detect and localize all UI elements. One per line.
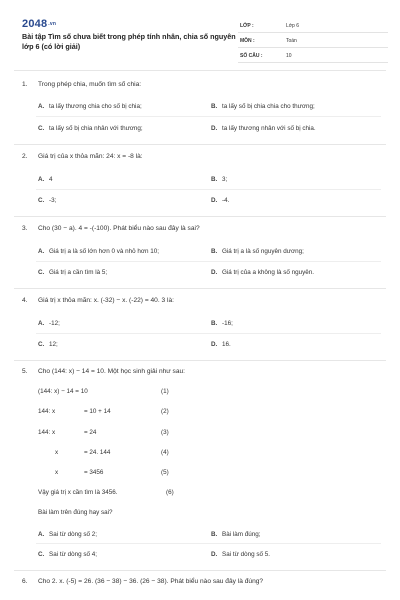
solution-step: (1) bbox=[161, 388, 169, 395]
meta-label: SỐ CÂU : bbox=[240, 53, 263, 59]
meta-label: LỚP : bbox=[240, 23, 254, 29]
question-text: 2. Giá trị của x thỏa mãn: 24: x = -8 là: bbox=[22, 153, 143, 160]
option-d[interactable]: D. -4. bbox=[211, 197, 230, 204]
question-divider bbox=[14, 288, 386, 289]
option-divider bbox=[36, 189, 381, 190]
solution-conclusion: Vậy giá trị x cần tìm là 3456. bbox=[38, 489, 118, 496]
document-header bbox=[14, 10, 386, 62]
option-b[interactable]: B. Bài làm đúng; bbox=[211, 531, 261, 538]
solution-expr: 144: x bbox=[38, 429, 56, 436]
option-b[interactable]: B. ta lấy số bị chia chia cho thương; bbox=[211, 103, 315, 110]
question-divider bbox=[14, 216, 386, 217]
solution-expr: x bbox=[55, 469, 59, 476]
question-text: 5. Cho (144: x) − 14 = 10. Một học sinh giải như sau: bbox=[22, 368, 185, 375]
solution-expr: 144: x bbox=[38, 408, 56, 415]
meta-row-count bbox=[238, 50, 388, 63]
meta-value: 10 bbox=[286, 53, 292, 59]
question-text: 4. Giá trị x thỏa mãn: x. (-32) − x. (-22) = 40. 3 là: bbox=[22, 297, 174, 304]
question-text: 3. Cho (30 − a). 4 = -(-100). Phát biểu nào sau đây là sai? bbox=[22, 225, 200, 232]
meta-row-class bbox=[238, 20, 388, 33]
question-text: 6. Cho 2. x. (-5) = 26. (36 − 38) − 36. (26 − 38). Phát biểu nào sau đây là đúng? bbox=[22, 578, 264, 585]
option-a[interactable]: A. Sai từ dòng số 2; bbox=[38, 531, 97, 538]
option-d[interactable]: D. 16. bbox=[211, 341, 231, 348]
meta-value: Lớp 6 bbox=[286, 23, 300, 29]
option-c[interactable]: C. Sai từ dòng số 4; bbox=[38, 551, 97, 558]
option-divider bbox=[36, 261, 381, 262]
option-divider bbox=[36, 116, 381, 117]
option-divider bbox=[36, 543, 381, 544]
option-b[interactable]: B. -16; bbox=[211, 320, 233, 327]
option-a[interactable]: A. 4 bbox=[38, 176, 53, 183]
meta-row-subject bbox=[238, 35, 388, 48]
document-title: Bài tập Tìm số chưa biết trong phép tính nhân, chia số nguyên lớp 6 (có lời giải) bbox=[22, 32, 236, 51]
option-d[interactable]: D. Sai từ dòng số 5. bbox=[211, 551, 270, 558]
solution-rhs: = 24 bbox=[84, 429, 97, 436]
solution-step: (3) bbox=[161, 429, 169, 436]
question-prompt: Bài làm trên đúng hay sai? bbox=[38, 509, 113, 516]
question-divider bbox=[14, 570, 386, 571]
solution-step: (4) bbox=[161, 449, 169, 456]
option-c[interactable]: C. -3; bbox=[38, 197, 57, 204]
question-divider bbox=[14, 144, 386, 145]
option-c[interactable]: C. 12; bbox=[38, 341, 58, 348]
meta-value: Toán bbox=[286, 38, 297, 44]
option-c[interactable]: C. Giá trị a cần tìm là 5; bbox=[38, 269, 108, 276]
option-c[interactable]: C. ta lấy số bị chia nhân với thương; bbox=[38, 125, 143, 132]
option-a[interactable]: A. Giá trị a là số lớn hơn 0 và nhỏ hơn 10; bbox=[38, 248, 160, 255]
document-meta bbox=[238, 20, 388, 65]
option-a[interactable]: A. -12; bbox=[38, 320, 60, 327]
question-divider bbox=[14, 360, 386, 361]
solution-step: (5) bbox=[161, 469, 169, 476]
site-logo[interactable]: 2048.vn bbox=[22, 18, 57, 30]
solution-step: (6) bbox=[166, 489, 174, 496]
meta-label: MÔN : bbox=[240, 38, 255, 44]
question-text: 1. Trong phép chia, muốn tìm số chia: bbox=[22, 81, 142, 88]
option-d[interactable]: D. ta lấy thương nhân với số bị chia. bbox=[211, 125, 316, 132]
solution-rhs: = 24. 144 bbox=[84, 449, 111, 456]
option-b[interactable]: B. Giá trị a là số nguyên dương; bbox=[211, 248, 304, 255]
option-divider bbox=[36, 333, 381, 334]
header-divider bbox=[14, 70, 386, 71]
solution-step: (2) bbox=[161, 408, 169, 415]
solution-rhs: = 10 + 14 bbox=[84, 408, 111, 415]
option-d[interactable]: D. Giá trị của a không là số nguyên. bbox=[211, 269, 315, 276]
solution-expr: x bbox=[55, 449, 59, 456]
option-a[interactable]: A. ta lấy thương chia cho số bị chia; bbox=[38, 103, 142, 110]
option-b[interactable]: B. 3; bbox=[211, 176, 228, 183]
solution-expr: (144: x) − 14 = 10 bbox=[38, 388, 88, 395]
solution-rhs: = 3456 bbox=[84, 469, 104, 476]
